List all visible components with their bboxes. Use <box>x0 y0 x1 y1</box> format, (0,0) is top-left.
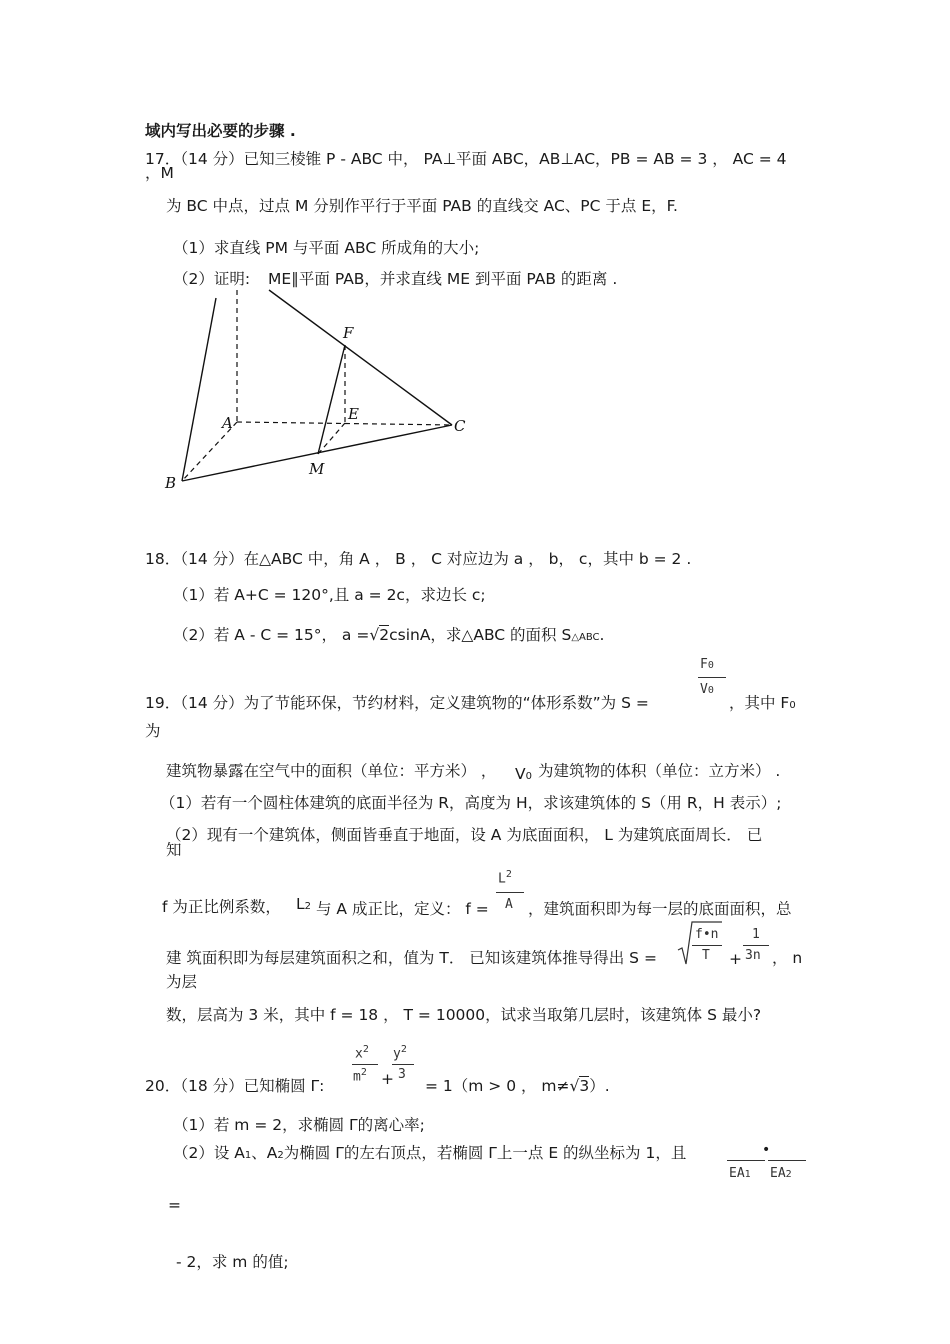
q19-frac-num: F0 <box>700 657 714 672</box>
q20-frac2-den: 3 <box>398 1067 406 1082</box>
q19-part2-wrap: 知 <box>166 841 182 859</box>
q19-l5-frac-num: 1 <box>752 927 760 942</box>
q19-line4-b: 与 A 成正比，定义： f = <box>316 900 489 918</box>
q20-frac1-den: $m^2$ <box>353 1067 367 1085</box>
q17-part2-b: ME∥平面 PAB，并求直线 ME 到平面 PAB 的距离 . <box>268 270 618 288</box>
label-M: M <box>309 460 325 478</box>
edge-PB <box>182 298 216 481</box>
q20-plus: + <box>381 1070 394 1088</box>
q20-line1-b: = 1（m > 0 ， m≠√3）. <box>425 1077 610 1095</box>
q19-line5-a: 建 筑面积即为每层建筑面积之和，值为 T． 已知该建筑体推导得出 S = <box>166 949 657 967</box>
q19-line5-b: ， n <box>772 949 803 967</box>
q19-line2-b: 为建筑物的体积（单位：立方米） . <box>538 762 781 780</box>
edge-PC <box>269 290 452 425</box>
q18-part2-a: （2）若 A - C = 15°， a = <box>173 626 370 644</box>
q19-l4-frac-den: A <box>505 897 513 912</box>
q20-vec1-arrow <box>727 1160 765 1161</box>
q19-l5-sqrt-den: T <box>702 948 710 963</box>
q19-line2-v: V0 <box>515 765 532 783</box>
q19-l5-frac-bar <box>743 945 769 946</box>
q20-vec1: EA1 <box>729 1166 751 1181</box>
q19-line4-c: ，建筑面积即为每一层的底面面积，总 <box>528 900 792 918</box>
q19-line1-a: 19．（14 分）为了节能环保，节约材料，定义建筑物的“体形系数”为 S = <box>145 694 649 712</box>
q18-part2-sqrt: 2 <box>379 626 390 644</box>
tetrahedron-figure <box>0 0 950 520</box>
q18-part2-sub: △ABC <box>571 632 600 643</box>
q20-line1-a: 20．（18 分）已知椭圆 Γ: <box>145 1077 325 1095</box>
q20-dot: • <box>762 1142 771 1158</box>
q20-part1: （1）若 m = 2，求椭圆 Γ的离心率; <box>173 1116 425 1134</box>
section-instruction: 域内写出必要的步骤 . <box>145 122 296 140</box>
label-B: B <box>165 474 177 492</box>
q20-frac1-bar <box>352 1064 378 1065</box>
q19-line1-b: ，其中 F0 <box>729 694 796 712</box>
label-A: A <box>222 414 233 432</box>
q20-part2: （2）设 A1、A2为椭圆 Γ的左右顶点，若椭圆 Γ上一点 E 的纵坐标为 1，且 <box>173 1144 687 1162</box>
q20-vec2: EA2 <box>770 1166 792 1181</box>
q18-part1: （1）若 A+C = 120°,且 a = 2c，求边长 c; <box>173 586 486 604</box>
label-C: C <box>454 417 466 435</box>
q19-line6: 数，层高为 3 米，其中 f = 18 ， T = 10000，试求当取第几层时，该建筑体 S 最小? <box>166 1006 762 1024</box>
q17-part1: （1）求直线 PM 与平面 ABC 所成角的大小; <box>173 239 480 257</box>
q19-l5-sqrt-bar <box>692 945 722 946</box>
q20-line-last: - 2，求 m 的值; <box>176 1253 289 1271</box>
q19-line4-a: f 为正比例系数， <box>162 898 281 916</box>
q19-part2: （2）现有一个建筑体，侧面皆垂直于地面，设 A 为底面面积， L 为建筑底面周长． 已 <box>166 826 763 844</box>
q17-line1-wrap: ，M <box>145 164 174 182</box>
q19-line2-a: 建筑物暴露在空气中的面积（单位：平方米） ， <box>166 762 497 780</box>
q19-line5-plus: + <box>729 950 742 968</box>
q19-l4-frac-bar <box>496 892 524 893</box>
q19-frac-bar <box>698 677 726 678</box>
q17-part2-a: （2）证明: <box>173 270 251 288</box>
sqrt-symbol: √ <box>569 1077 580 1095</box>
q19-line1-wrap: 为 <box>145 722 161 740</box>
q19-line5-wrap: 为层 <box>166 973 198 991</box>
q19-frac-den: V0 <box>700 682 714 697</box>
q20-frac1-num: $x^2$ <box>355 1044 369 1062</box>
label-F: F <box>343 324 354 342</box>
q20-frac2-num: $y^2$ <box>393 1044 407 1062</box>
q19-line4-L: L2 <box>296 895 312 913</box>
q19-l4-frac-num: $L^2$ <box>498 869 512 887</box>
sqrt-symbol: √ <box>369 626 380 644</box>
q18-part2-b: csinA，求△ABC 的面积 S <box>389 626 572 644</box>
q17-line1: 17．（14 分）已知三棱锥 P - ABC 中， PA⊥平面 ABC，AB⊥AC，PB = AB = 3 ， AC = 4 <box>145 150 787 168</box>
q20-vec2-arrow <box>768 1160 806 1161</box>
label-E: E <box>348 405 359 423</box>
q17-line2: 为 BC 中点，过点 M 分别作平行于平面 PAB 的直线交 AC、PC 于点 E，F. <box>166 197 678 215</box>
q18-part2-end: . <box>599 626 605 644</box>
q20-frac2-bar <box>392 1064 414 1065</box>
q19-part1: （1）若有一个圆柱体建筑的底面半径为 R，高度为 H，求该建筑体的 S（用 R，H 表示）; <box>160 794 782 812</box>
q18-part2 <box>173 628 604 644</box>
q19-l5-sqrt-num: f•n <box>695 927 719 942</box>
q20-eq: = <box>168 1196 181 1214</box>
q19-l5-frac-den: 3n <box>745 948 761 963</box>
q18-line1: 18．（14 分）在△ABC 中，角 A ， B ， C 对应边为 a ， b， c，其中 b = 2 . <box>145 550 692 568</box>
